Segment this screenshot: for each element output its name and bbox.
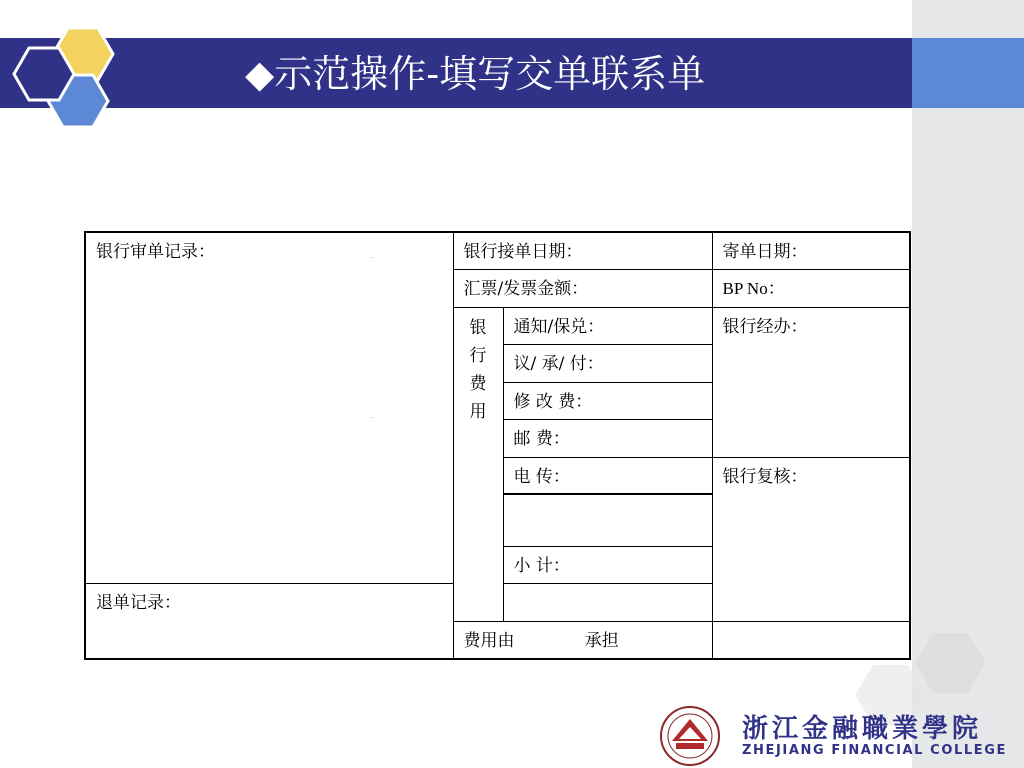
page-title: ◆示范操作-填写交单联系单 (245, 52, 706, 96)
amend-fee-label: 修 改 费： (513, 391, 593, 412)
postage-fee-cell[interactable] (503, 419, 712, 457)
dot-mark: . (371, 253, 373, 260)
cable-fee-cell[interactable] (503, 457, 712, 494)
fee-borne-by-label: 费用由 承担 (463, 630, 619, 651)
hexagon-cluster-icon (10, 20, 120, 130)
negotiate-accept-pay-cell[interactable] (503, 344, 712, 382)
fee-borne-by-cell[interactable] (453, 621, 712, 659)
bank-review-record-label: 银行审单记录： (96, 242, 215, 262)
notify-confirm-label: 通知/保兑： (513, 316, 605, 337)
bank-recheck-label: 银行复核： (722, 466, 808, 487)
draft-invoice-amount-cell[interactable] (453, 269, 712, 307)
postage-fee-label: 邮 费： (513, 428, 570, 449)
title-accent (912, 38, 1024, 108)
bank-recheck-cell[interactable] (712, 457, 910, 621)
blank-fee-cell[interactable] (503, 494, 712, 546)
college-name-cn: 浙江金融職業學院 (742, 714, 983, 744)
mail-date-cell[interactable] (712, 232, 910, 269)
bp-no-cell[interactable] (712, 269, 910, 307)
dot-mark: . (371, 413, 373, 420)
bill-submission-form (84, 231, 911, 660)
bank-handler-label: 银行经办： (722, 316, 808, 337)
bank-receive-date-cell[interactable] (453, 232, 712, 269)
bank-receive-date-label: 银行接单日期： (463, 242, 583, 262)
college-emblem-icon (656, 705, 724, 767)
amend-fee-cell[interactable] (503, 382, 712, 419)
cable-fee-label: 电 传： (513, 466, 570, 487)
bank-fees-label: 银行费用 (469, 317, 487, 422)
bp-no-label: BP No： (722, 278, 785, 298)
mail-date-label: 寄单日期： (722, 242, 808, 262)
college-logo (650, 703, 1012, 768)
bank-review-record-cell[interactable] (85, 232, 453, 583)
return-record-cell[interactable] (85, 583, 453, 659)
subtotal-cell[interactable] (503, 546, 712, 583)
draft-invoice-amount-label: 汇票/发票金额： (463, 278, 589, 299)
return-record-label: 退单记录： (96, 592, 181, 613)
college-name-en: ZHEJIANG FINANCIAL COLLEGE (742, 743, 1007, 758)
bank-handler-cell[interactable] (712, 307, 910, 457)
negotiate-accept-pay-label: 议/ 承/ 付： (513, 353, 604, 374)
subtotal-label: 小 计： (513, 555, 570, 576)
bank-fees-cell (453, 307, 503, 621)
notify-confirm-cell[interactable] (503, 307, 712, 344)
